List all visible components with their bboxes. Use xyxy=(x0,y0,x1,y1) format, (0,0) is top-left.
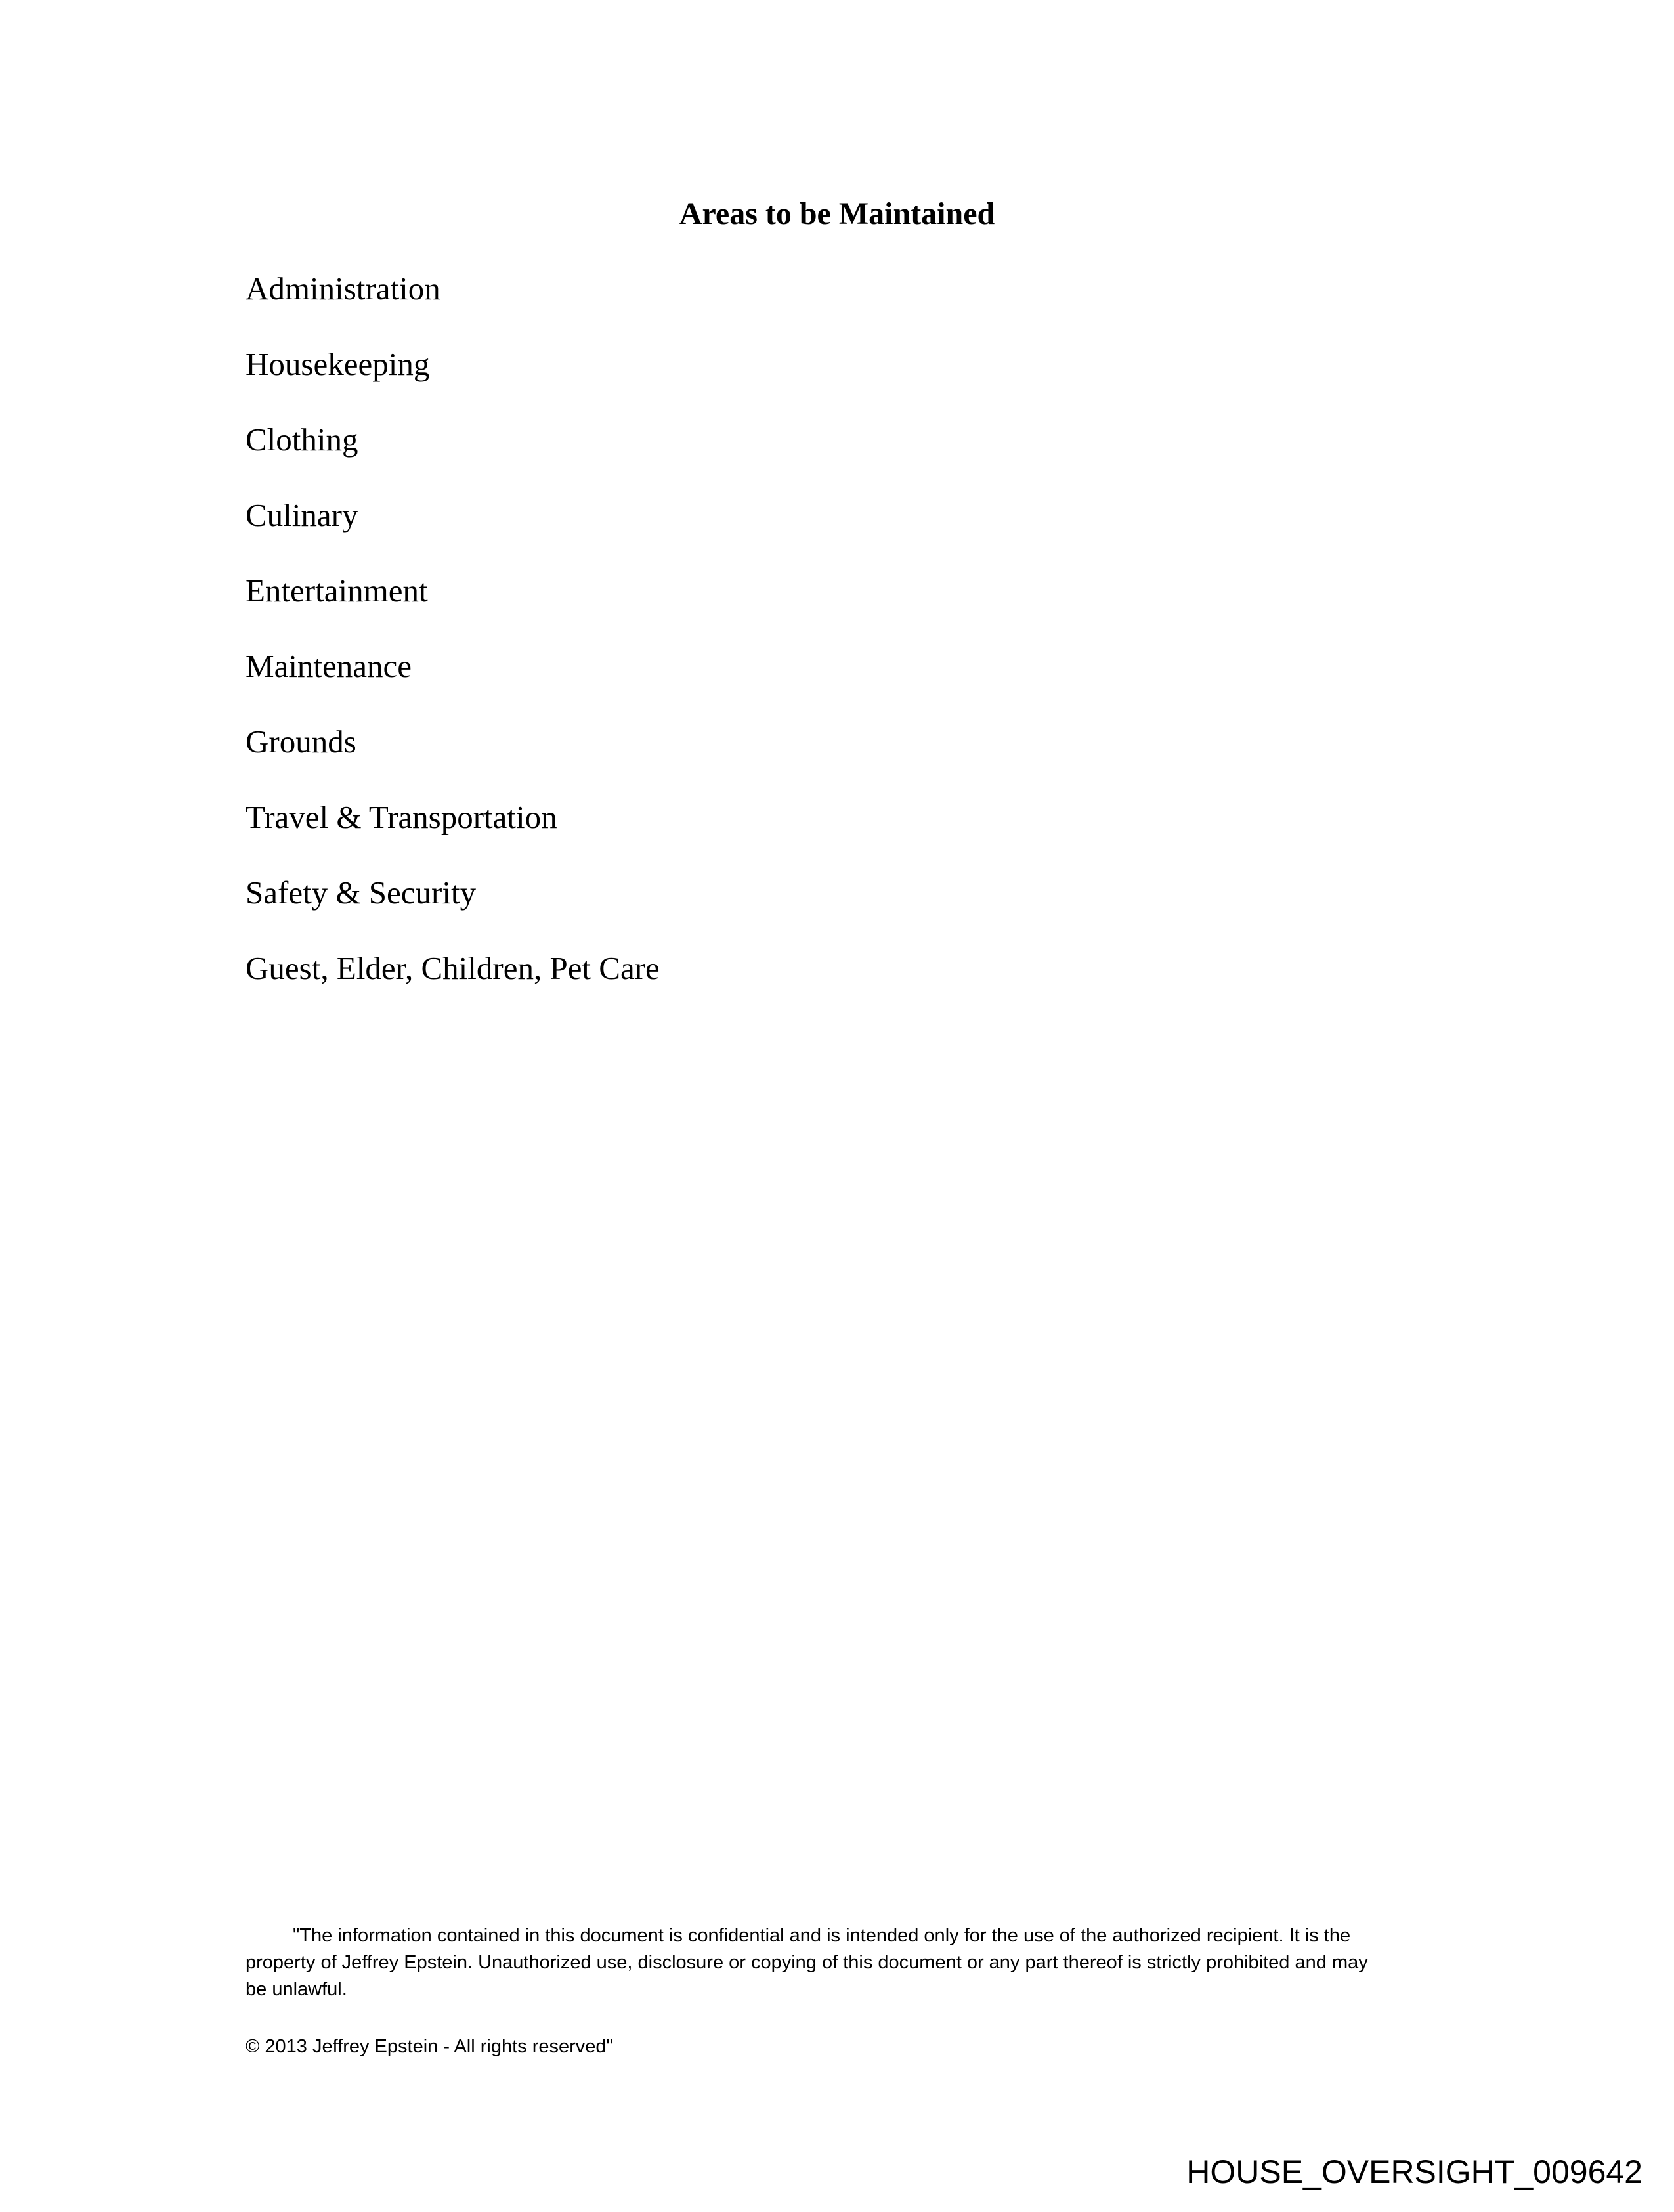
bates-number: HOUSE_OVERSIGHT_009642 xyxy=(1186,2154,1642,2190)
confidentiality-notice xyxy=(246,1922,1375,2003)
list-item: Culinary xyxy=(246,497,358,533)
list-item: Entertainment xyxy=(246,573,428,609)
list-item: Clothing xyxy=(246,422,358,458)
list-item: Housekeeping xyxy=(246,346,430,382)
list-item: Guest, Elder, Children, Pet Care xyxy=(246,950,660,986)
list-item: Grounds xyxy=(246,724,356,760)
list-item: Safety & Security xyxy=(246,875,477,911)
page-title: Areas to be Maintained xyxy=(679,196,995,231)
list-item: Administration xyxy=(246,271,440,307)
areas-list xyxy=(246,269,660,1024)
copyright-notice: © 2013 Jeffrey Epstein - All rights reserved" xyxy=(246,2036,613,2057)
list-item: Travel & Transportation xyxy=(246,799,557,835)
list-item: Maintenance xyxy=(246,648,412,684)
confidentiality-text: "The information contained in this document is confidential and is intended only for the use of the authorized recipient. It is the property of Jeffrey Epstein. Unauthorized use, disclosure or copying of this document or any part thereof is strictly prohibited and may be unlawful. xyxy=(246,1925,1368,2000)
